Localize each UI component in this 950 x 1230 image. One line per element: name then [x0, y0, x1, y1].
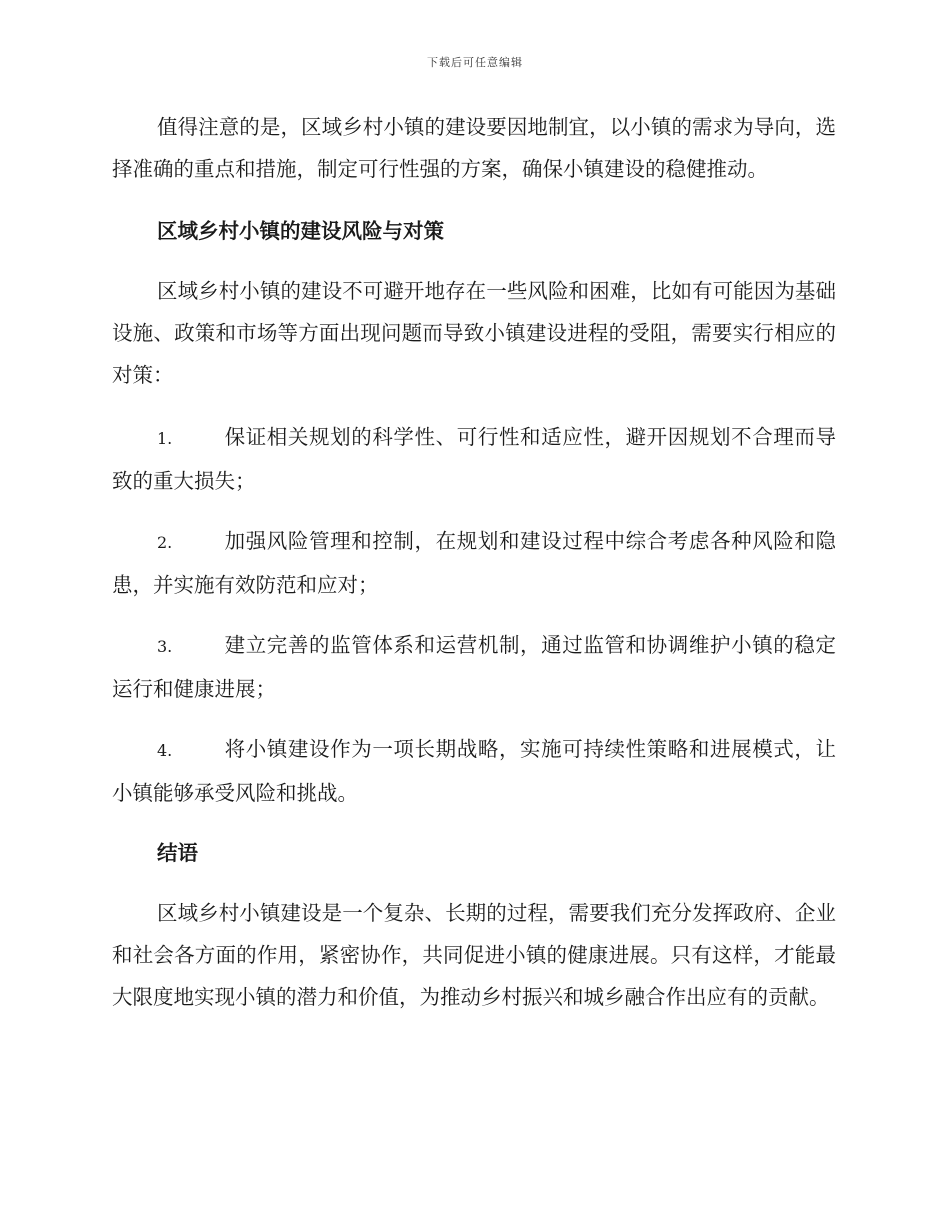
document-body [112, 106, 836, 1038]
list-item-text: 保证相关规划的科学性、可行性和适应性，避开因规划不合理而导致的重大损失； [112, 425, 836, 493]
list-item-text: 将小镇建设作为一项长期战略，实施可持续性策略和进展模式，让小镇能够承受风险和挑战。 [112, 737, 836, 805]
list-item-number: 2. [157, 533, 173, 552]
page-header-note: 下载后可任意编辑 [427, 56, 523, 69]
list-item [112, 624, 836, 710]
list-item-number: 3. [157, 637, 173, 656]
intro-paragraph: 值得注意的是，区域乡村小镇的建设要因地制宜，以小镇的需求为导向，选择准确的重点和措施，制定可行性强的方案，确保小镇建设的稳健推动。 [112, 115, 836, 181]
list-item [112, 520, 836, 606]
section-heading-conclusion: 结语 [157, 841, 198, 865]
list-item [112, 416, 836, 502]
list-item [112, 728, 836, 814]
risks-paragraph: 区域乡村小镇的建设不可避开地存在一些风险和困难，比如有可能因为基础设施、政策和市场等方面出现问题而导致小镇建设进程的受阻，需要实行相应的对策： [112, 279, 836, 387]
list-item-number: 4. [157, 741, 173, 760]
conclusion-paragraph: 区域乡村小镇建设是一个复杂、长期的过程，需要我们充分发挥政府、企业和社会各方面的作用，紧密协作，共同促进小镇的健康进展。只有这样，才能最大限度地实现小镇的潜力和价值，为推动乡村振兴和城乡融合作出应有的贡献。 [112, 901, 836, 1009]
list-item-text: 建立完善的监管体系和运营机制，通过监管和协调维护小镇的稳定运行和健康进展； [112, 633, 836, 701]
section-heading-risks: 区域乡村小镇的建设风险与对策 [157, 219, 444, 243]
list-item-text: 加强风险管理和控制，在规划和建设过程中综合考虑各种风险和隐患，并实施有效防范和应对； [112, 529, 836, 597]
list-item-number: 1. [157, 429, 173, 448]
